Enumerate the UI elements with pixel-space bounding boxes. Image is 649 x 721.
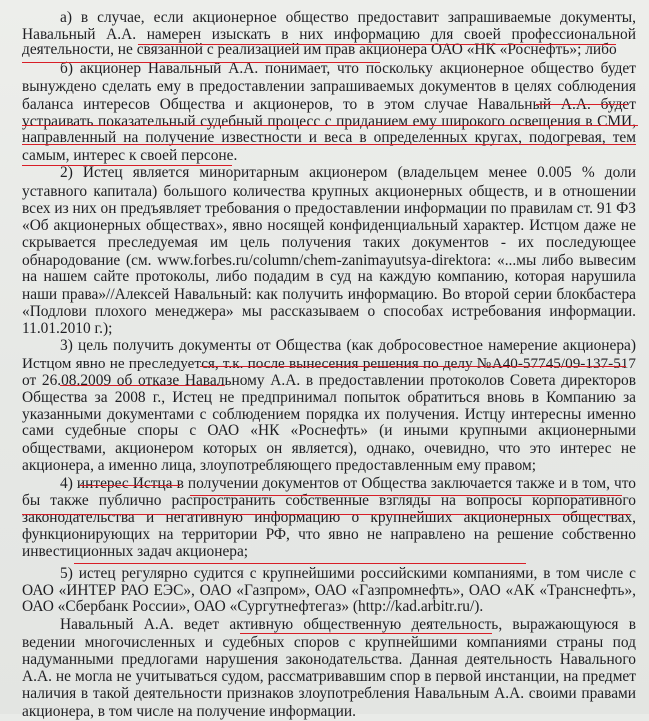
text-line: Истцом явно не преследуется, т.к. после вынесения решения по делу №А40-57745/09-137-517	[22, 355, 636, 372]
text-line: Общества за 2008 г., Истец не предпринимал попыток обратиться вновь в Компанию за	[22, 389, 636, 406]
text-line: всех из них он предъявляет требования о предоставлении информации по правилам ст. 91 ФЗ	[22, 200, 636, 217]
text-line: направленный на получение известности и веса в определенных кругах, подогревая, тем	[22, 129, 636, 146]
red-pen-underline	[190, 495, 622, 496]
text-line: функционирующих на территории РФ, что явно не направлено на решение собственно	[22, 526, 636, 543]
text-line: ОАО «ИНТЕР РАО ЕЭС», ОАО «Газпром», ОАО «Газпромнефть», ОАО «АК «Транснефть»,	[22, 582, 636, 599]
text-line: наши права»//Алексей Навальный: как получить информацию. Во второй серии блокбастера	[22, 286, 636, 303]
text-line: 5) истец регулярно судится с крупнейшими российскими компаниями, в том числе с	[60, 565, 636, 582]
text-line: ведении многочисленных и судебных споров с крупнейшими компаниями страны под	[22, 634, 636, 651]
text-line: вынуждено сделать ему в предоставлении запрашиваемых документов в целях соблюдения	[22, 78, 636, 95]
text-line: 4) интерес Истца в получении документов от Общества заключается также и в том, что	[60, 475, 636, 492]
red-pen-underline	[80, 485, 180, 486]
text-line: скрывается преследуемая им цель получения таких документов - их последующее	[22, 234, 636, 251]
text-line: «Подлови плохого менеджера» мы рассказываем о способах истребования информации.	[22, 303, 636, 320]
text-line: акционера, в том числе на получение информации.	[22, 703, 356, 720]
red-pen-underline	[22, 125, 638, 126]
red-pen-underline	[60, 385, 225, 386]
red-pen-underline	[536, 104, 628, 105]
text-line: надуманными предлогами нарушения законодательства. Данная деятельность Навального	[22, 651, 636, 668]
text-line: акционера, а именно лица, злоупотребляющего предоставленным ему правом;	[22, 457, 537, 474]
text-line: деятельности, не связанной с реализацией им прав акционера ОАО «НК «Роснефть»; либо	[22, 41, 617, 58]
text-line: законодательства и негативную информацию о крупнейших акционерных обществах,	[22, 509, 636, 526]
text-line: на нашем сайте протоколы, либо подадим в суд на каждую компанию, которая нарушила	[22, 268, 636, 285]
red-pen-underline	[22, 514, 630, 515]
red-pen-underline	[22, 165, 232, 166]
text-line: обнародование (см. www.forbes.ru/column/chem-zanimayutsya-direktora: «...мы либо вывесим	[22, 252, 636, 269]
text-line: уставного капитала) большого количества крупных акционерных обществ, и в отношении	[22, 183, 636, 200]
text-line: б) акционер Навальный А.А. понимает, что поскольку акционерное общество будет	[60, 60, 636, 77]
text-line: сами судебные споры с ОАО «НК «Роснефть» (и иными крупными акционерными	[22, 422, 636, 439]
red-pen-underline	[22, 144, 636, 145]
text-line: самым, интерес к своей персоне.	[22, 147, 238, 164]
text-line: а) в случае, если акционерное общество предоставит запрашиваемые документы,	[60, 9, 636, 26]
text-line: 3) цель получить документы от Общества (как добросовестное намерение акционера)	[60, 337, 636, 354]
red-pen-underline	[22, 62, 380, 63]
text-line: ОАО «Сбербанк России», ОАО «Сургутнефтегаз» (http://kad.arbitr.ru/).	[22, 598, 484, 615]
red-pen-underline	[240, 633, 492, 634]
red-pen-underline	[74, 563, 526, 564]
text-line: наличия в такой деятельности признаков злоупотребления Навальным А.А. своими правами	[22, 685, 636, 702]
text-line: А.А. не могла не учитываться судом, рассматривавшим спор в первой инстанции, на предмет	[22, 668, 636, 685]
text-line: 2) Истец является миноритарным акционером (владельцем менее 0.005 % доли	[60, 164, 636, 181]
text-line: баланса интересов Общества и акционеров, то в этом случае Навальный А.А. будет	[22, 96, 636, 113]
text-line: от 26.08.2009 об отказе Навальному А.А. в предоставлении протоколов Совета директоров	[22, 372, 636, 389]
text-line: бы также публично распространить собственные взгляды на вопросы корпоративного	[22, 492, 636, 509]
text-line: обществами, акционером которых он является), однако, очевидно, что это интерес не	[22, 440, 636, 457]
red-pen-underline	[138, 44, 616, 45]
text-line: устраивать показательный судебный процесс с приданием ему широкого освещения в СМИ,	[22, 113, 636, 130]
red-pen-underline	[200, 366, 626, 367]
text-line: Навальный А.А. намерен изыскать в них информацию для своей профессиональной	[22, 26, 636, 43]
text-line: Навальный А.А. ведет активную общественную деятельность, выражающуюся в	[60, 616, 636, 633]
text-line: инвестиционных задач акционера;	[22, 543, 249, 560]
text-line: 11.01.2010 г.);	[22, 320, 113, 337]
text-line: «Об акционерных обществах», явно носящей конфиденциальный характер. Истцом даже не	[22, 217, 636, 234]
text-line: указанными документами с соблюдением порядка их получения. Истцу интересны именно	[22, 406, 636, 423]
